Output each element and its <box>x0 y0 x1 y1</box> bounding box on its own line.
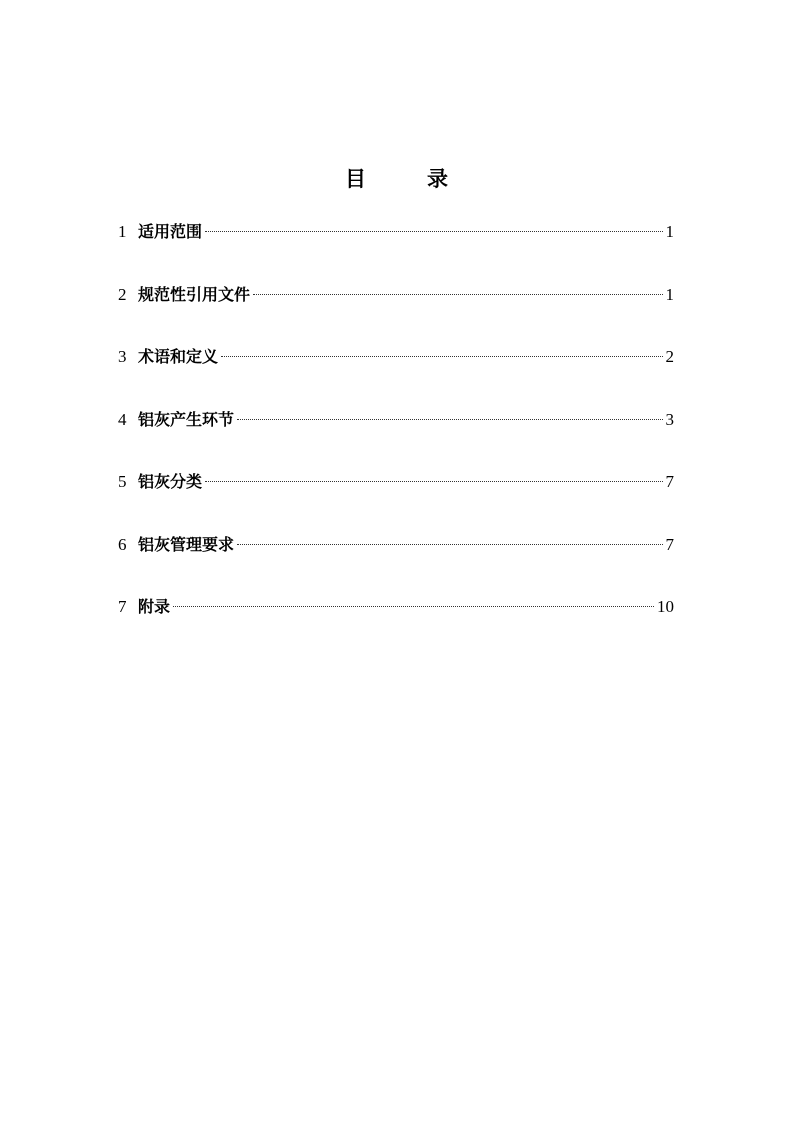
dot-leader <box>173 606 654 607</box>
toc-entry-page: 3 <box>665 409 674 429</box>
toc-entry-title: 铝灰分类 <box>138 472 203 491</box>
toc-title: 目 录 <box>345 167 468 191</box>
toc-entry-page: 7 <box>665 534 674 554</box>
toc-entry <box>118 343 674 371</box>
toc-entry <box>118 218 674 246</box>
toc-entry-number: 1 <box>118 222 127 241</box>
toc-entry-title: 铝灰产生环节 <box>138 409 235 429</box>
toc-entry <box>118 281 674 309</box>
toc-entry-title: 规范性引用文件 <box>138 284 251 304</box>
toc-entry-number: 5 <box>118 472 127 491</box>
toc-entry-number: 4 <box>118 409 127 429</box>
toc-entry <box>118 593 674 621</box>
toc-entry-title: 铝灰管理要求 <box>138 534 235 554</box>
toc-entry <box>118 406 674 434</box>
toc-entry <box>118 531 674 559</box>
toc-entry-number: 2 <box>118 284 127 304</box>
toc-list <box>118 218 674 656</box>
toc-entry-title: 附录 <box>138 597 171 616</box>
toc-entry-title: 术语和定义 <box>138 347 219 366</box>
toc-entry-title: 适用范围 <box>138 222 203 241</box>
dot-leader <box>253 294 662 295</box>
dot-leader <box>237 544 662 545</box>
dot-leader <box>237 419 662 420</box>
dot-leader <box>205 231 662 232</box>
toc-entry <box>118 468 674 496</box>
toc-entry-number: 6 <box>118 534 127 554</box>
toc-entry-page: 1 <box>665 222 674 241</box>
dot-leader <box>221 356 662 357</box>
toc-entry-page: 2 <box>665 347 674 366</box>
toc-entry-page: 7 <box>665 472 674 491</box>
toc-entry-page: 10 <box>657 597 674 616</box>
toc-entry-number: 7 <box>118 597 127 616</box>
toc-entry-page: 1 <box>665 284 674 304</box>
dot-leader <box>205 481 662 482</box>
toc-entry-number: 3 <box>118 347 127 366</box>
